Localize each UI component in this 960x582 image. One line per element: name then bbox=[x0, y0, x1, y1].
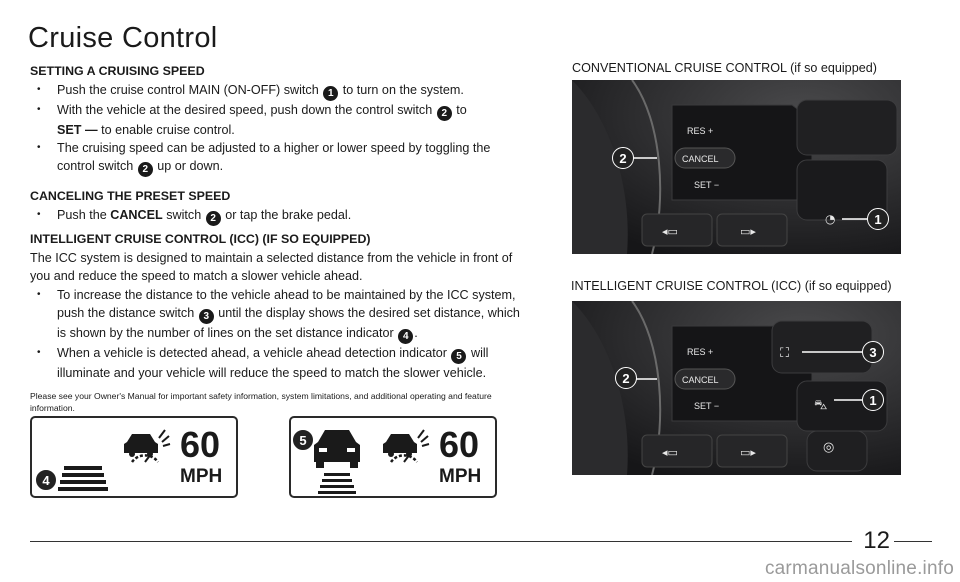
text: switch bbox=[166, 208, 202, 222]
svg-text:◔: ◔ bbox=[825, 212, 836, 226]
cancel-label: CANCEL bbox=[682, 154, 719, 164]
text: to bbox=[456, 103, 467, 117]
canceling-list bbox=[30, 206, 530, 226]
distance-bars-icon bbox=[58, 466, 108, 491]
text: to turn on the system. bbox=[342, 83, 464, 97]
speed-value: 60 bbox=[180, 424, 221, 465]
set-label: SET − bbox=[694, 180, 720, 190]
list-item bbox=[30, 286, 530, 344]
distance-bars-icon bbox=[318, 473, 356, 494]
canceling-heading: CANCELING THE PRESET SPEED bbox=[30, 189, 231, 203]
callout-badge: 5 bbox=[451, 349, 466, 364]
text: . bbox=[414, 326, 418, 340]
text: up or down. bbox=[157, 159, 224, 173]
instructions-column bbox=[30, 62, 530, 414]
steering-wheel-icc bbox=[572, 301, 901, 475]
icc-intro: The ICC system is designed to maintain a selected distance from the vehicle in front of you and reduce the speed to match a slower vehicle ahead. bbox=[30, 251, 513, 283]
cancel-label: CANCEL bbox=[110, 208, 163, 222]
callout-badge: 2 bbox=[612, 147, 634, 169]
callout-badge: 2 bbox=[206, 211, 221, 226]
svg-text:⛶: ⛶ bbox=[780, 346, 790, 361]
callout-badge: 2 bbox=[138, 162, 153, 177]
display-panel-vehicle-ahead bbox=[289, 416, 497, 498]
list-item bbox=[30, 101, 530, 139]
speedometer-car-icon bbox=[124, 430, 170, 462]
text: or tap the brake pedal. bbox=[225, 208, 352, 222]
text: Push the cruise control MAIN (ON-OFF) switch bbox=[57, 83, 319, 97]
svg-text:▭▸: ▭▸ bbox=[740, 225, 756, 238]
callout-badge: 2 bbox=[437, 106, 452, 121]
list-item bbox=[30, 344, 530, 382]
speed-unit: MPH bbox=[439, 466, 482, 487]
speedometer-car-icon bbox=[383, 430, 429, 462]
text: The cruising speed can be adjusted to a higher or lower speed by toggling the control switch bbox=[57, 141, 491, 173]
setting-heading: SETTING A CRUISING SPEED bbox=[30, 64, 205, 78]
page-title: Cruise Control bbox=[28, 22, 218, 54]
svg-text:◎: ◎ bbox=[823, 440, 835, 455]
callout-badge: 4 bbox=[35, 469, 57, 491]
callout-badge: 1 bbox=[323, 86, 338, 101]
callout-badge: 2 bbox=[615, 367, 637, 389]
svg-text:▭▸: ▭▸ bbox=[740, 446, 756, 459]
text: to enable cruise control. bbox=[101, 123, 235, 137]
callout-badge: 1 bbox=[867, 208, 889, 230]
setting-list bbox=[30, 81, 530, 177]
vehicle-ahead-icon bbox=[314, 430, 360, 468]
speed-unit: MPH bbox=[180, 466, 223, 487]
set-label: SET − bbox=[694, 401, 720, 411]
disclaimer: Please see your Owner's Manual for important safety information, system limitations, and additional operating and feature information. bbox=[30, 391, 492, 413]
callout-badge: 4 bbox=[398, 329, 413, 344]
list-item bbox=[30, 139, 530, 177]
callout-badge: 3 bbox=[199, 309, 214, 324]
speed-value: 60 bbox=[439, 424, 480, 465]
set-label: SET — bbox=[57, 123, 98, 137]
text: until the display shows the desired set distance, which is shown by the number of lines on the set distance indicator bbox=[57, 306, 520, 340]
display-panel-distance bbox=[30, 416, 238, 498]
icc-heading: INTELLIGENT CRUISE CONTROL (ICC) (IF SO EQUIPPED) bbox=[30, 232, 371, 246]
page-number: 12 bbox=[863, 527, 890, 554]
caption-intelligent: INTELLIGENT CRUISE CONTROL (ICC) (if so equipped) bbox=[571, 279, 892, 293]
res-label: RES + bbox=[687, 126, 714, 136]
cancel-label: CANCEL bbox=[682, 375, 719, 385]
callout-badge: 5 bbox=[292, 429, 314, 451]
svg-text:◂▭: ◂▭ bbox=[662, 225, 678, 238]
footer-divider-right bbox=[894, 541, 932, 542]
svg-text:◂▭: ◂▭ bbox=[662, 446, 678, 459]
text: With the vehicle at the desired speed, push down the control switch bbox=[57, 103, 433, 117]
icc-list bbox=[30, 286, 530, 382]
list-item bbox=[30, 206, 530, 226]
text: When a vehicle is detected ahead, a vehicle ahead detection indicator bbox=[57, 346, 447, 360]
text: will illuminate and your vehicle will reduce the speed to match the slower vehicle. bbox=[57, 346, 489, 380]
text: To increase the distance to the vehicle ahead to be maintained by the ICC system, push the distance switch bbox=[57, 288, 516, 320]
svg-text:⛍: ⛍ bbox=[814, 398, 828, 413]
steering-wheel-conventional bbox=[572, 80, 901, 254]
callout-badge: 1 bbox=[862, 389, 884, 411]
caption-conventional: CONVENTIONAL CRUISE CONTROL (if so equipped) bbox=[572, 61, 877, 75]
callout-badge: 3 bbox=[862, 341, 884, 363]
res-label: RES + bbox=[687, 347, 714, 357]
list-item bbox=[30, 81, 530, 101]
text: Push the bbox=[57, 208, 107, 222]
footer-divider-left bbox=[30, 541, 852, 542]
watermark: carmanualsonline.info bbox=[764, 558, 954, 579]
